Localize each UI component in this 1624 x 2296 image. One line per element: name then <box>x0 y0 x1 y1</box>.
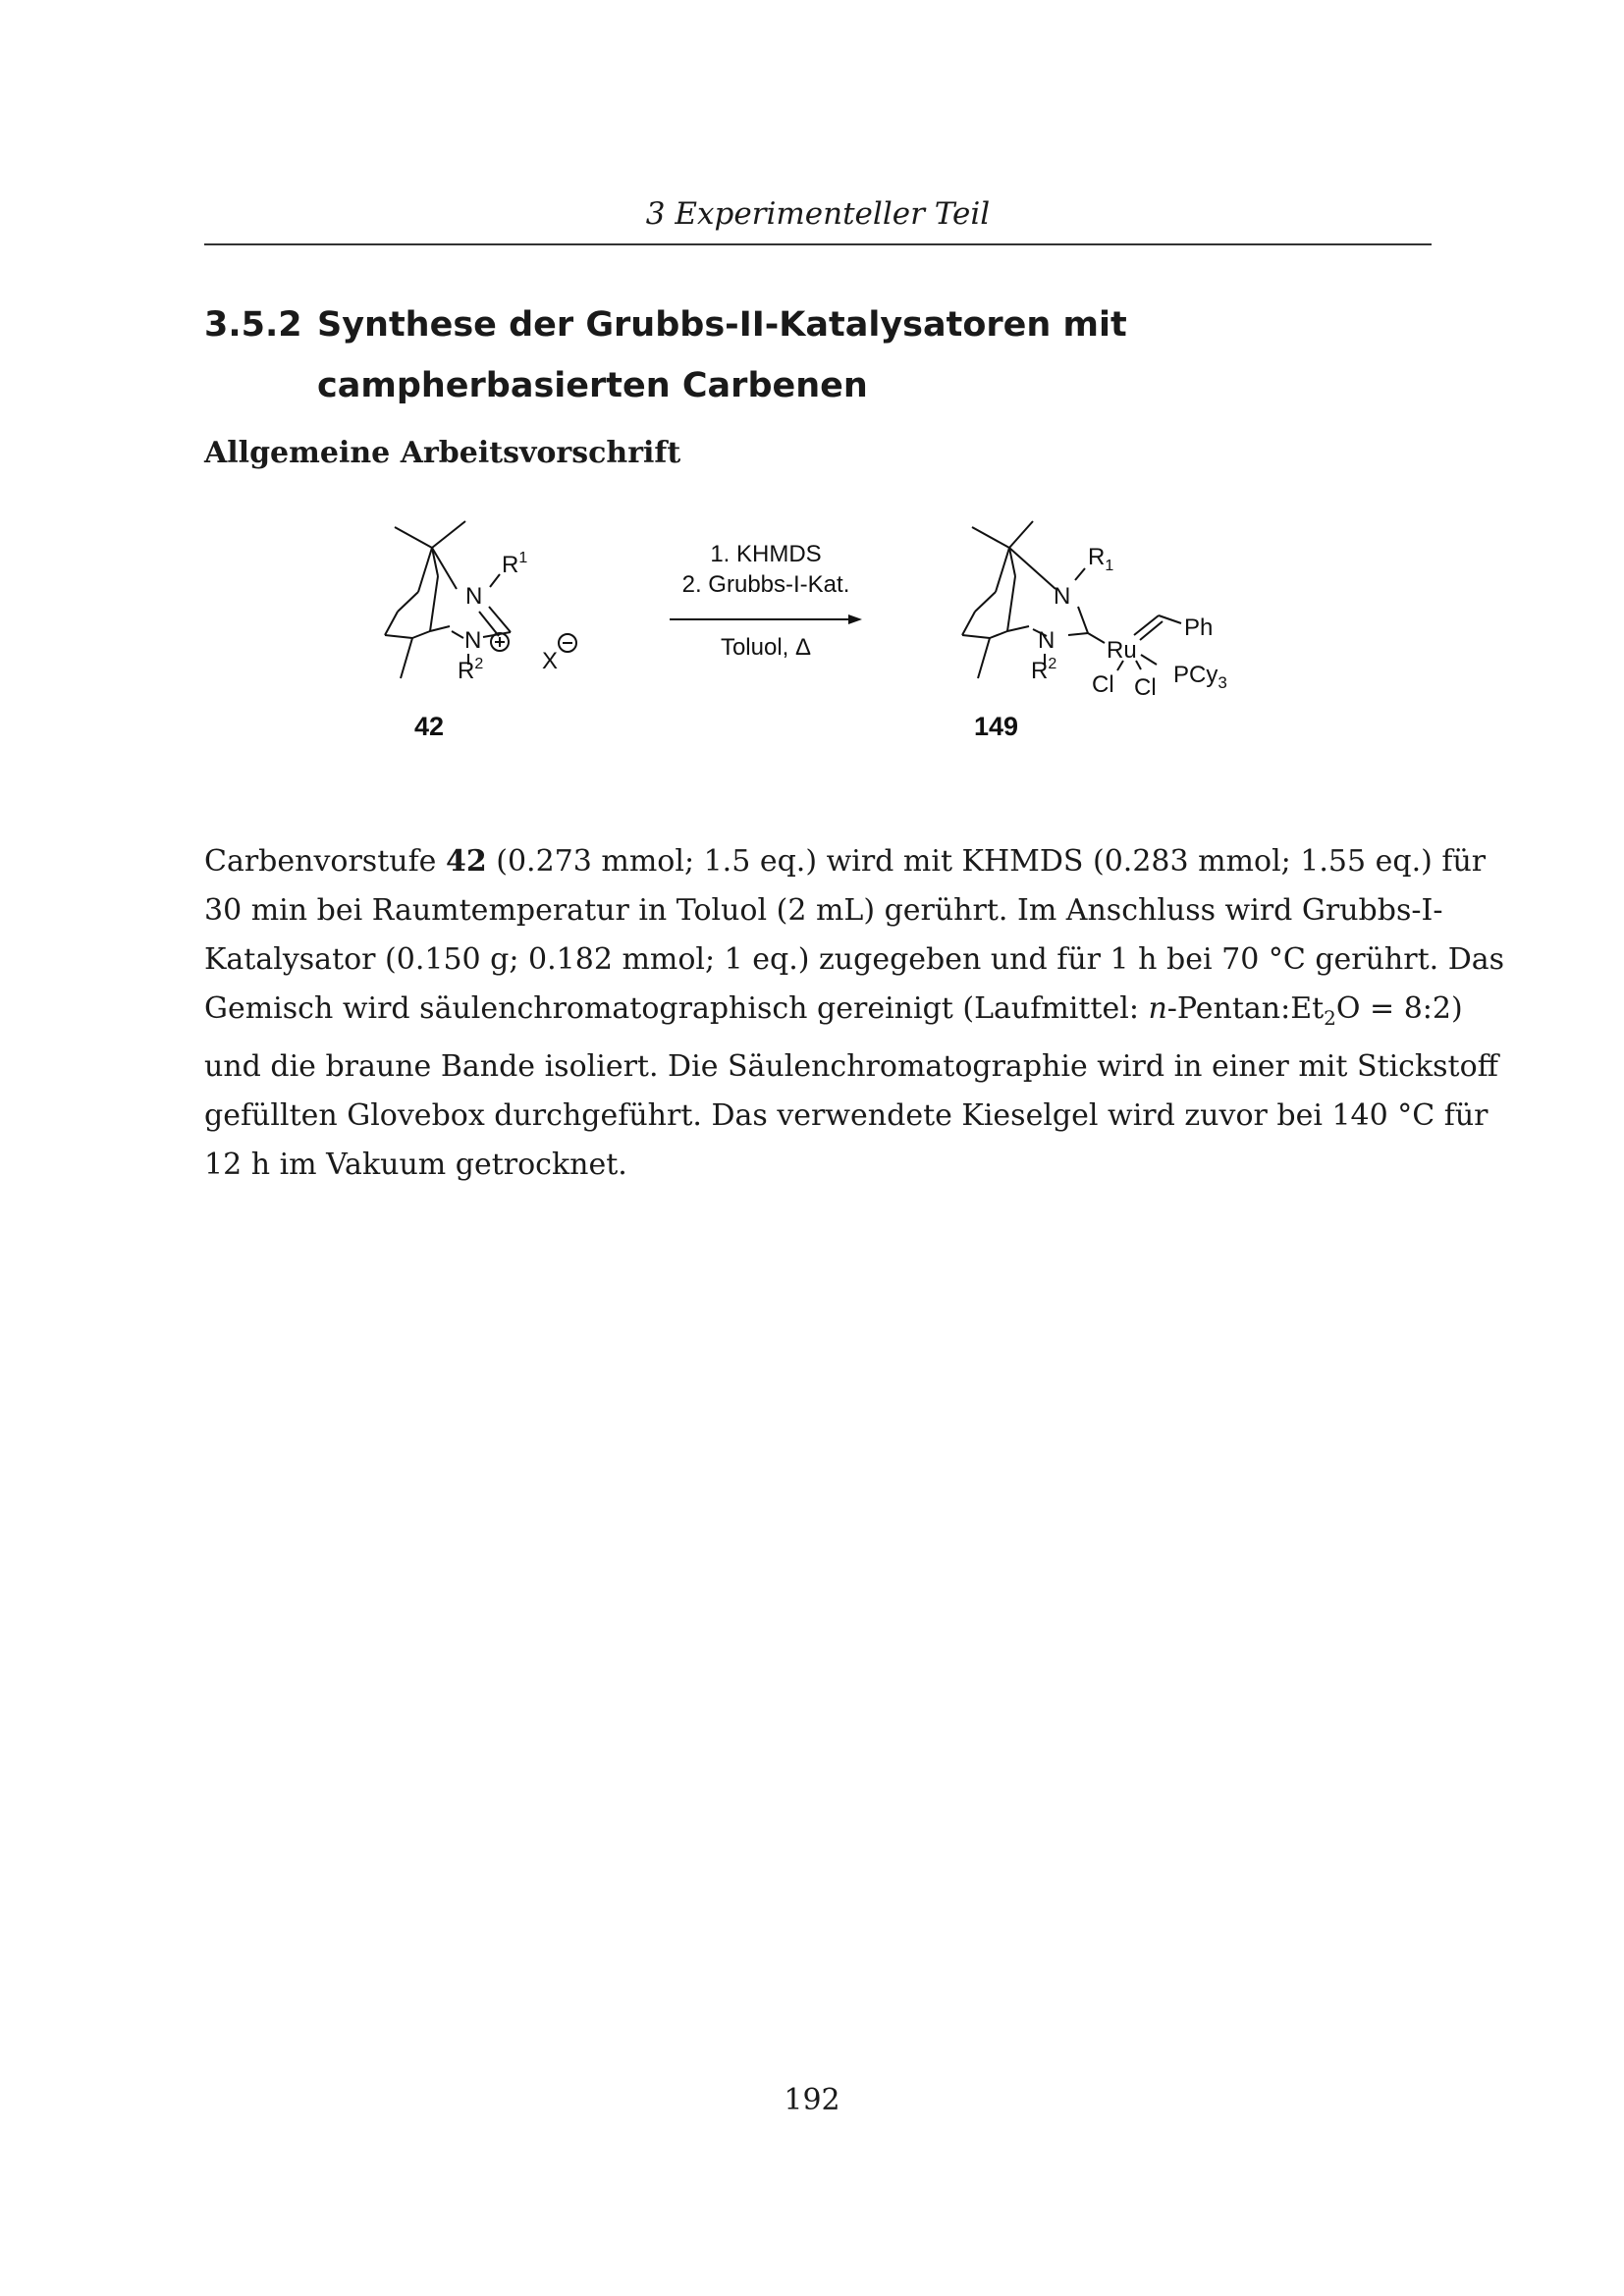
text-segment: 2 <box>1324 1006 1336 1030</box>
text-segment: 42 <box>445 844 487 879</box>
product-phosphine: PCy$_3$ <box>1173 662 1227 692</box>
procedure-line <box>204 1092 1489 1141</box>
text-segment: O = 8:2) <box>1335 991 1463 1026</box>
procedure-paragraph <box>204 837 1505 1190</box>
counterion: X <box>542 648 559 674</box>
product-phenyl: Ph <box>1184 614 1214 641</box>
product-n-bottom: N <box>1038 627 1056 654</box>
procedure-line <box>204 985 1463 1042</box>
reaction-arrow <box>670 614 862 624</box>
text-segment: 30 min bei Raumtemperatur in Toluol (2 mL) gerührt. Im Anschluss wird Grubbs-I- <box>204 893 1443 928</box>
product-r2: $R^2$ <box>1031 656 1057 684</box>
text-segment: n <box>1148 991 1167 1026</box>
page-number: 192 <box>784 2083 840 2117</box>
product-chloride-2: Cl <box>1134 674 1157 701</box>
text-segment: 12 h im Vakuum getrocknet. <box>204 1148 627 1182</box>
text-segment: (0.273 mmol; 1.5 eq.) wird mit KHMDS (0.283 mmol; 1.55 eq.) für <box>486 844 1487 879</box>
header-rule <box>204 243 1432 245</box>
text-segment: Carbenvorstufe <box>204 844 446 879</box>
text-segment: Katalysator (0.150 g; 0.182 mmol; 1 eq.) zugegeben und für 1 h bei 70 °C gerührt. Das <box>204 942 1505 977</box>
text-segment: -Pentan:Et <box>1166 991 1325 1026</box>
reactant-r2: $R^2$ <box>458 656 484 684</box>
section-title: Synthese der Grubbs-II-Katalysatoren mit campherbasierten Carbenen <box>317 305 1127 405</box>
product-n-top: N <box>1054 583 1071 610</box>
procedure-line <box>204 1042 1498 1092</box>
condition-step1: 1. KHMDS <box>710 541 822 567</box>
product-ruthenium: Ru <box>1107 637 1137 664</box>
procedure-line <box>204 1141 1432 1190</box>
reactant-r1: $R^1$ <box>502 550 528 578</box>
product-structure <box>962 521 1181 678</box>
running-head: 3 Experimenteller Teil <box>645 196 991 232</box>
text-segment: gefüllten Glovebox durchgeführt. Das verwendete Kieselgel wird zuvor bei 140 °C für <box>204 1098 1489 1133</box>
reactant-compound-number: 42 <box>414 712 445 741</box>
reaction-scheme <box>373 506 1257 761</box>
section-number: 3.5.2 <box>204 305 302 345</box>
text-segment: und die braune Bande isoliert. Die Säulenchromatographie wird in einer mit Stickstoff <box>204 1049 1498 1084</box>
reactant-n-top: N <box>465 583 483 610</box>
condition-solvent: Toluol, Δ <box>720 634 812 661</box>
procedure-line <box>204 935 1505 985</box>
product-r1: $R_1$ <box>1088 544 1114 574</box>
text-segment: Gemisch wird säulenchromatographisch gereinigt (Laufmittel: <box>204 991 1149 1026</box>
reactant-n-bottom: N <box>464 627 482 654</box>
product-chloride-1: Cl <box>1092 671 1114 698</box>
procedure-line <box>204 886 1443 935</box>
condition-step2: 2. Grubbs-I-Kat. <box>681 571 850 598</box>
subheading: Allgemeine Arbeitsvorschrift <box>204 436 681 470</box>
product-compound-number: 149 <box>974 712 1019 741</box>
procedure-line <box>204 837 1487 886</box>
